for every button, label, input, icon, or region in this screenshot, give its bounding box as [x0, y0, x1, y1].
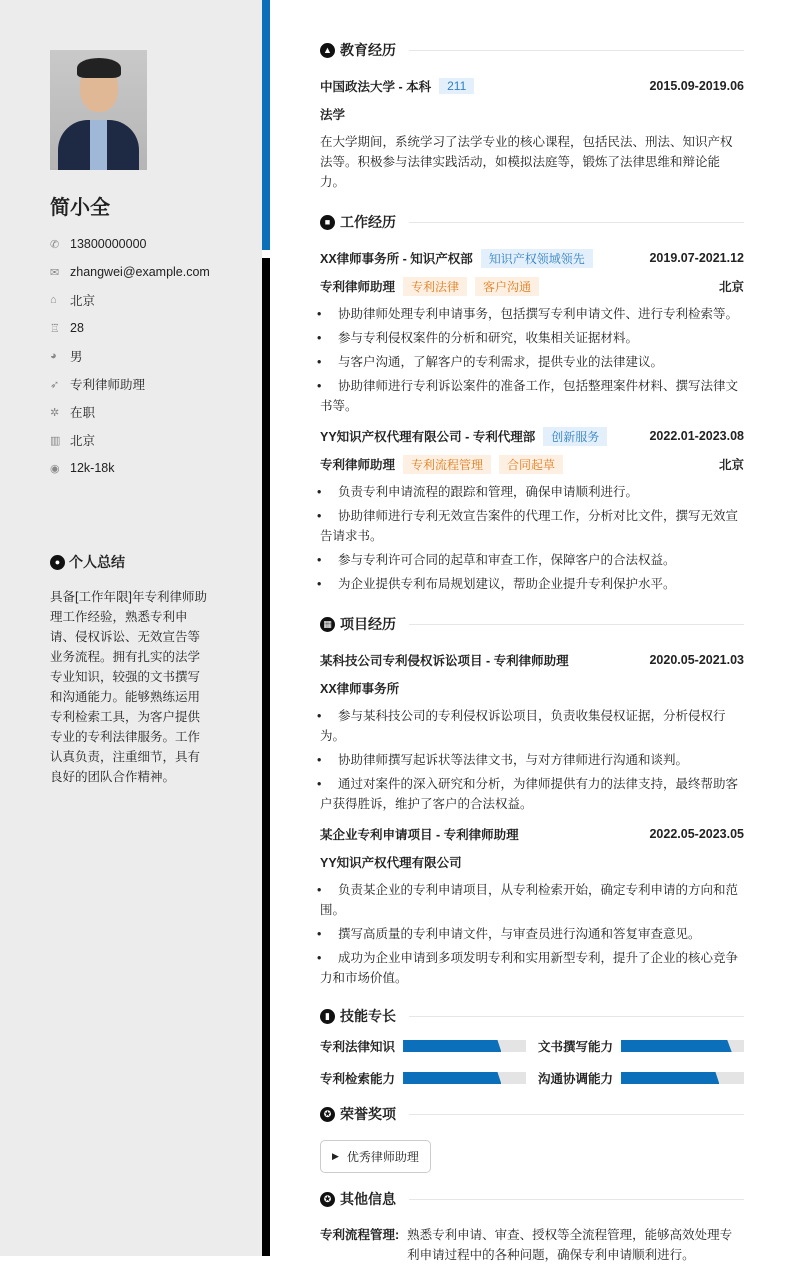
job-role: 专利律师助理 — [320, 280, 396, 294]
grid-icon: ▦ — [320, 617, 335, 632]
bullet-text: • 成功为企业申请到多项发明专利和实用新型专利，提升了企业的核心竞争力和市场价值。 — [320, 951, 739, 985]
play-icon: ▶ — [332, 1151, 339, 1161]
bullet-text: • 协助律师撰写起诉状等法律文书，与对方律师进行沟通和谈判。 — [338, 753, 689, 767]
info-text: 男 — [70, 350, 83, 364]
info-text: 12k-18k — [70, 461, 115, 475]
bullet-text: • 协助律师进行专利诉讼案件的准备工作，包括整理案件材料、撰写法律文书等。 — [320, 379, 739, 413]
skill-name: 文书撰写能力 — [538, 1040, 614, 1054]
divider — [409, 222, 744, 223]
other-item — [320, 1225, 744, 1265]
school-name: 中国政法大学 - 本科 — [320, 80, 432, 94]
info-text: 13800000000 — [70, 237, 147, 251]
skill-tag: 专利法律 — [403, 277, 467, 296]
project-date: 2022.05-2023.05 — [649, 827, 744, 841]
company-tag: 创新服务 — [543, 427, 607, 446]
phone-icon: ✆ — [50, 238, 60, 251]
bullet-text: • 通过对案件的深入研究和分析，为律师提供有力的法律支持，最终帮助客户获得胜诉，维护了客户的合法权益。 — [320, 777, 739, 811]
education-date: 2015.09-2019.06 — [649, 79, 744, 93]
skill-bar-fill — [403, 1072, 501, 1084]
other-key: 专利流程管理: — [320, 1228, 400, 1242]
summary-heading — [50, 552, 125, 572]
bullet-list — [320, 880, 744, 988]
award-name: 优秀律师助理 — [346, 1150, 419, 1164]
company-name: XX律师事务所 - 知识产权部 — [320, 252, 473, 266]
info-item — [50, 398, 210, 426]
job-header — [320, 422, 744, 450]
list-item — [320, 774, 744, 814]
send-icon: ➶ — [50, 378, 60, 391]
section-heading-other — [320, 1187, 744, 1211]
section-title: 其他信息 — [340, 1191, 396, 1207]
role-group — [320, 277, 539, 296]
divider — [409, 624, 744, 625]
section-title: 项目经历 — [340, 616, 396, 632]
divider — [409, 1016, 744, 1017]
list-item — [320, 352, 744, 372]
accent-bar — [262, 0, 270, 250]
job-city: 北京 — [718, 458, 744, 472]
skill-name: 沟通协调能力 — [538, 1072, 614, 1086]
info-text: zhangwei@example.com — [70, 265, 210, 279]
section-heading-awards — [320, 1102, 744, 1126]
section-title: 技能专长 — [340, 1008, 396, 1024]
skill-bar-fill — [403, 1040, 501, 1052]
school-group — [320, 77, 474, 95]
main-content — [320, 38, 744, 1265]
home-icon: ⌂ — [50, 294, 57, 306]
project-header — [320, 820, 744, 848]
company-group — [320, 427, 607, 446]
project-name: 某科技公司专利侵权诉讼项目 - 专利律师助理 — [320, 654, 569, 668]
job-date: 2019.07-2021.12 — [649, 251, 744, 265]
award-icon: ✪ — [320, 1107, 335, 1122]
school-tag: 211 — [439, 78, 474, 94]
job-header — [320, 244, 744, 272]
info-icon: ✪ — [320, 1192, 335, 1207]
project-header — [320, 646, 744, 674]
skill-name: 专利法律知识 — [320, 1040, 396, 1054]
bullet-text: • 参与某科技公司的专利侵权诉讼项目，负责收集侵权证据，分析侵权行为。 — [320, 709, 726, 743]
section-heading-skills — [320, 1004, 744, 1028]
company-group — [320, 249, 593, 268]
info-item — [50, 370, 210, 398]
avatar — [50, 50, 147, 170]
info-item — [50, 286, 210, 314]
summary-title: 个人总结 — [69, 554, 125, 570]
gender-icon: ◕ — [50, 350, 57, 362]
chart-icon: ▮ — [320, 1009, 335, 1024]
skill-name: 专利检索能力 — [320, 1072, 396, 1086]
bullet-text: • 负责某企业的专利申请项目，从专利检索开始，确定专利申请的方向和范围。 — [320, 883, 739, 917]
skill-item — [320, 1068, 526, 1088]
bullet-text: • 与客户沟通，了解客户的专利需求，提供专业的法律建议。 — [338, 355, 664, 369]
status-icon: ✲ — [50, 406, 60, 419]
other-value: 熟悉专利申请、审查、授权等全流程管理，能够高效处理专利申请过程中的各种问题，确保专利申请顺利进行。 — [407, 1228, 733, 1262]
info-item — [50, 454, 210, 482]
section-heading-education — [320, 38, 744, 62]
section-heading-work — [320, 210, 744, 234]
role-group — [320, 455, 563, 474]
bullet-text: • 为企业提供专利布局规划建议，帮助企业提升专利保护水平。 — [338, 577, 676, 591]
candidate-name: 简小全 — [50, 197, 110, 219]
cake-icon: ♖ — [50, 322, 60, 335]
bullet-list — [320, 482, 744, 594]
list-item — [320, 948, 744, 988]
skill-bar — [621, 1072, 744, 1084]
info-text: 在职 — [70, 406, 96, 420]
list-item — [320, 880, 744, 920]
bullet-list — [320, 706, 744, 814]
bullet-text: • 负责专利申请流程的跟踪和管理，确保申请顺利进行。 — [338, 485, 639, 499]
list-item — [320, 750, 744, 770]
info-item — [50, 230, 210, 258]
list-item — [320, 304, 744, 324]
list-item — [320, 706, 744, 746]
skill-item — [320, 1036, 526, 1056]
divider — [409, 50, 744, 51]
info-item — [50, 258, 210, 286]
list-item — [320, 574, 744, 594]
project-date: 2020.05-2021.03 — [649, 653, 744, 667]
skill-tag: 合同起草 — [499, 455, 563, 474]
divider — [409, 1114, 744, 1115]
section-title: 教育经历 — [340, 42, 396, 58]
briefcase-icon: ■ — [320, 215, 335, 230]
company-name: YY知识产权代理有限公司 - 专利代理部 — [320, 430, 536, 444]
section-heading-projects — [320, 612, 744, 636]
mail-icon: ✉ — [50, 266, 60, 279]
list-item — [320, 328, 744, 348]
building-icon: ▥ — [50, 434, 61, 447]
company-tag: 知识产权领域领先 — [481, 249, 593, 268]
role-row — [320, 272, 744, 300]
job-role: 专利律师助理 — [320, 458, 396, 472]
project-org-row — [320, 848, 744, 876]
section-title: 工作经历 — [340, 214, 396, 230]
skill-bar — [403, 1072, 526, 1084]
list-item — [320, 924, 744, 944]
project-name: 某企业专利申请项目 - 专利律师助理 — [320, 828, 519, 842]
info-text: 北京 — [70, 434, 96, 448]
info-text: 28 — [70, 321, 84, 335]
job-date: 2022.01-2023.08 — [649, 429, 744, 443]
list-item — [320, 482, 744, 502]
divider — [409, 1199, 744, 1200]
bullet-text: • 参与专利侵权案件的分析和研究，收集相关证据材料。 — [338, 331, 639, 345]
job-city: 北京 — [718, 280, 744, 294]
major-row — [320, 100, 744, 128]
user-icon: ● — [50, 555, 65, 570]
graduation-cap-icon: ▲ — [320, 43, 335, 58]
contact-info — [50, 230, 210, 482]
skill-bar — [621, 1040, 744, 1052]
skill-tag: 客户沟通 — [475, 277, 539, 296]
award-badge — [320, 1140, 431, 1173]
info-item — [50, 342, 210, 370]
skill-item — [538, 1068, 744, 1088]
info-text: 北京 — [70, 294, 96, 308]
info-item — [50, 314, 210, 342]
skill-item — [538, 1036, 744, 1056]
skill-bar-fill — [621, 1040, 732, 1052]
project-org: XX律师事务所 — [320, 682, 400, 696]
list-item — [320, 506, 744, 546]
bullet-text: • 协助律师处理专利申请事务，包括撰写专利申请文件、进行专利检索等。 — [338, 307, 739, 321]
skill-tag: 专利流程管理 — [403, 455, 491, 474]
bullet-text: • 撰写高质量的专利申请文件，与审查员进行沟通和答复审查意见。 — [338, 927, 701, 941]
role-row — [320, 450, 744, 478]
info-item — [50, 426, 210, 454]
skill-bar-fill — [621, 1072, 719, 1084]
bullet-text: • 参与专利许可合同的起草和审查工作，保障客户的合法权益。 — [338, 553, 676, 567]
skill-bar — [403, 1040, 526, 1052]
education-desc: 在大学期间，系统学习了法学专业的核心课程，包括民法、刑法、知识产权法等。积极参与法律实践活动，如模拟法庭等，锻炼了法律思维和辩论能力。 — [320, 135, 733, 189]
list-item — [320, 376, 744, 416]
project-org-row — [320, 674, 744, 702]
summary-text: 具备[工作年限]年专利律师助理工作经验，熟悉专利申请、侵权诉讼、无效宣告等业务流程。拥有扎实的法学专业知识，较强的文书撰写和沟通能力。能够熟练运用专利检索工具，为客户提供专业的专利法律服务。工作认真负责，注重细节，具有良好的团队合作精神。 — [50, 590, 207, 784]
bullet-list — [320, 304, 744, 416]
list-item — [320, 550, 744, 570]
divider-bar — [262, 258, 270, 1256]
project-org: YY知识产权代理有限公司 — [320, 856, 462, 870]
info-text: 专利律师助理 — [70, 378, 146, 392]
salary-icon: ◉ — [50, 462, 60, 475]
section-title: 荣誉奖项 — [340, 1106, 396, 1122]
bullet-text: • 协助律师进行专利无效宣告案件的代理工作，分析对比文件，撰写无效宣告请求书。 — [320, 509, 739, 543]
skills-grid — [320, 1036, 744, 1088]
major: 法学 — [320, 108, 346, 122]
education-row — [320, 72, 744, 100]
